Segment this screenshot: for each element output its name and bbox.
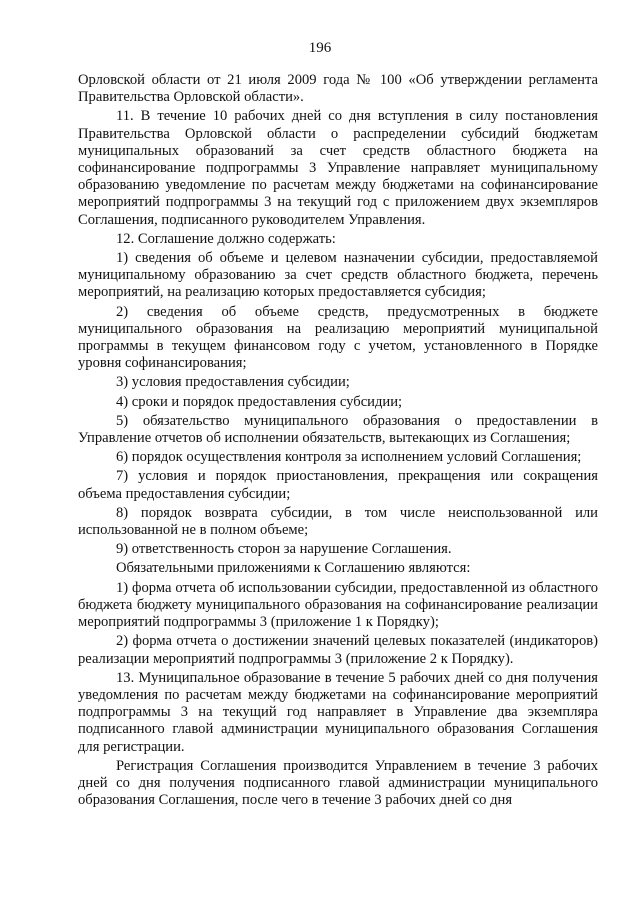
paragraph: 9) ответственность сторон за нарушение Соглашения.: [116, 541, 452, 558]
paragraph: Орловской области от 21 июля 2009 года № 100 «Об утверждении регламента Правительства Орловской области».: [78, 72, 598, 106]
page-number: 196: [308, 40, 332, 56]
paragraph: 11. В течение 10 рабочих дней со дня вступления в силу постановления Правительства Орловской области о распределении субсидий бюджетам муниципальных образований за счет средств областного бюджета на софинансирование подпрограммы 3 Управление направляет муниципальному образованию уведомление по расчетам между бюджетами на софинансирование мероприятий подпрограммы 3 на текущий год с приложением двух экземпляров Соглашения, подписанного руководителем Управления.: [78, 108, 598, 228]
paragraph: 7) условия и порядок приостановления, прекращения или сокращения объема предоставления субсидии;: [78, 468, 598, 502]
paragraph: 6) порядок осуществления контроля за исполнением условий Соглашения;: [116, 449, 582, 466]
paragraph: 2) форма отчета о достижении значений целевых показателей (индикаторов) реализации мероприятий подпрограммы 3 (приложение 2 к Порядку).: [78, 633, 598, 667]
document-body: [78, 72, 598, 811]
paragraph: 8) порядок возврата субсидии, в том числе неиспользованной или использованной не в полном объеме;: [78, 504, 598, 539]
paragraph: 12. Соглашение должно содержать:: [116, 230, 336, 247]
paragraph: 1) сведения об объеме и целевом назначении субсидии, предоставляемой муниципальному образованию за счет средств областного бюджета, перечень мероприятий, на реализацию которых предоставляется субсидия;: [78, 250, 598, 301]
paragraph: 2) сведения об объеме средств, предусмотренных в бюджете муниципального образования на реализацию мероприятий муниципальной программы в текущем финансовом году с учетом, установленного в Порядке уровня софинансирования;: [78, 303, 598, 372]
paragraph: 1) форма отчета об использовании субсидии, предоставленной из областного бюджета бюджету муниципального образования на софинансирование реализации мероприятий подпрограммы 3 (приложение 1 к Порядку);: [78, 579, 598, 631]
paragraph: 4) сроки и порядок предоставления субсидии;: [116, 393, 403, 410]
paragraph: Регистрация Соглашения производится Управлением в течение 3 рабочих дней со дня получения подписанного главой администрации муниципального образования Соглашения, после чего в течение 3 рабочих дней со дня: [78, 757, 598, 809]
paragraph: Обязательными приложениями к Соглашению являются:: [116, 560, 471, 577]
paragraph: 5) обязательство муниципального образования о предоставлении в Управление отчетов об исполнении обязательств, вытекающих из Соглашения;: [78, 412, 598, 447]
paragraph: 13. Муниципальное образование в течение 5 рабочих дней со дня получения уведомления по расчетам между бюджетами на софинансирование мероприятий подпрограммы 3 на текущий год направляет в Управление два экземпляра подписанного главой администрации муниципального образования Соглашения для регистрации.: [78, 669, 598, 755]
paragraph: 3) условия предоставления субсидии;: [116, 374, 350, 391]
